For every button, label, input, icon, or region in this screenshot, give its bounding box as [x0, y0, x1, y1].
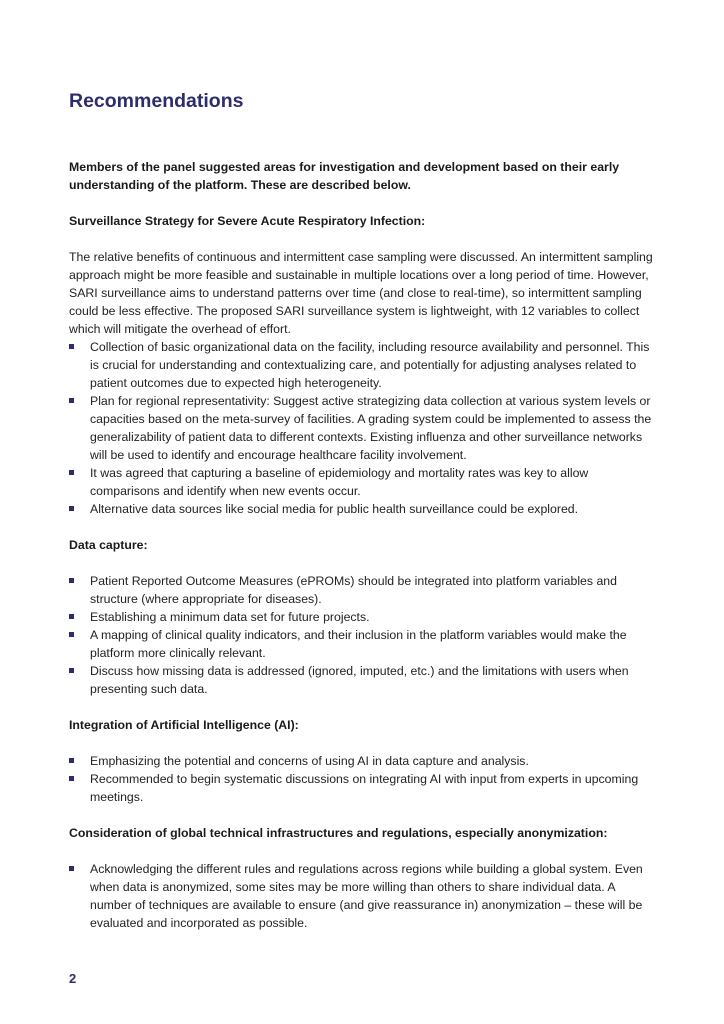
list-item-text: Recommended to begin systematic discussions on integrating AI with input from experts in upcoming meetings.: [90, 772, 639, 804]
section-heading: Consideration of global technical infrastructures and regulations, especially anonymization:: [69, 826, 608, 840]
bullet-list: [69, 752, 659, 806]
list-item: [69, 500, 659, 518]
list-item-text: Patient Reported Outcome Measures (ePROMs) should be integrated into platform variables and structure (where appropriate for diseases).: [90, 574, 617, 606]
intro-text: Members of the panel suggested areas for investigation and development based on their early understanding of the platform. These are described below.: [69, 160, 620, 192]
list-item-text: It was agreed that capturing a baseline of epidemiology and mortality rates was key to allow comparisons and identify when new events occur.: [90, 466, 589, 498]
square-bullet-icon: [69, 614, 74, 619]
square-bullet-icon: [69, 776, 74, 781]
page-number: 2: [69, 971, 77, 986]
list-item: [69, 752, 659, 770]
section-global-infrastructure: [69, 824, 659, 932]
section-heading: Integration of Artificial Intelligence (AI):: [69, 718, 299, 732]
list-item: [69, 572, 659, 608]
list-item: [69, 464, 659, 500]
list-item-text: Establishing a minimum data set for future projects.: [90, 610, 370, 624]
section-data-capture: [69, 536, 659, 698]
section-ai-integration: [69, 716, 659, 806]
list-item: [69, 392, 659, 464]
list-item-text: Discuss how missing data is addressed (ignored, imputed, etc.) and the limitations with users when presenting such data.: [90, 664, 629, 696]
square-bullet-icon: [69, 866, 74, 871]
square-bullet-icon: [69, 398, 74, 403]
section-surveillance-strategy: [69, 212, 659, 518]
page-title: Recommendations: [69, 90, 244, 112]
list-item-text: Plan for regional representativity: Suggest active strategizing data collection at various system levels or capacities based on the meta-survey of facilities. A grading system could be implemented to assess the generalizability of patient data to different contexts. Existing influenza and other surveillance networks will be used to identify and encourage healthcare facility involvement.: [90, 394, 652, 462]
bullet-list: [69, 860, 659, 932]
list-item: [69, 662, 659, 698]
bullet-list: [69, 338, 659, 518]
square-bullet-icon: [69, 506, 74, 511]
document-page: [69, 88, 659, 950]
list-item-text: Alternative data sources like social media for public health surveillance could be explored.: [90, 502, 579, 516]
list-item-text: A mapping of clinical quality indicators, and their inclusion in the platform variables would make the platform more clinically relevant.: [90, 628, 627, 660]
list-item: [69, 608, 659, 626]
list-item-text: Collection of basic organizational data on the facility, including resource availability and personnel. This is crucial for understanding and contextualizing care, and potentially for adjusting analyses related to patient outcomes due to expected high heterogeneity.: [90, 340, 650, 390]
list-item: [69, 860, 659, 932]
square-bullet-icon: [69, 758, 74, 763]
square-bullet-icon: [69, 632, 74, 637]
square-bullet-icon: [69, 344, 74, 349]
list-item: [69, 626, 659, 662]
list-item-text: Emphasizing the potential and concerns of using AI in data capture and analysis.: [90, 754, 529, 768]
square-bullet-icon: [69, 668, 74, 673]
list-item: [69, 338, 659, 392]
section-heading: Surveillance Strategy for Severe Acute Respiratory Infection:: [69, 214, 426, 228]
section-heading: Data capture:: [69, 538, 148, 552]
list-item: [69, 770, 659, 806]
square-bullet-icon: [69, 470, 74, 475]
list-item-text: Acknowledging the different rules and regulations across regions while building a global system. Even when data is anonymized, some sites may be more willing than others to share individual data. A number of techniques are available to ensure (and give reassurance in) anonymization – these will be evaluated and incorporated as possible.: [90, 862, 643, 930]
section-paragraph: The relative benefits of continuous and intermittent case sampling were discussed. An intermittent sampling approach might be more feasible and sustainable in multiple locations over a long period of time. However, SARI surveillance aims to understand patterns over time (and close to real-time), so intermittent sampling could be less effective. The proposed SARI surveillance system is lightweight, with 12 variables to collect which will mitigate the overhead of effort.: [69, 250, 653, 336]
square-bullet-icon: [69, 578, 74, 583]
bullet-list: [69, 572, 659, 698]
